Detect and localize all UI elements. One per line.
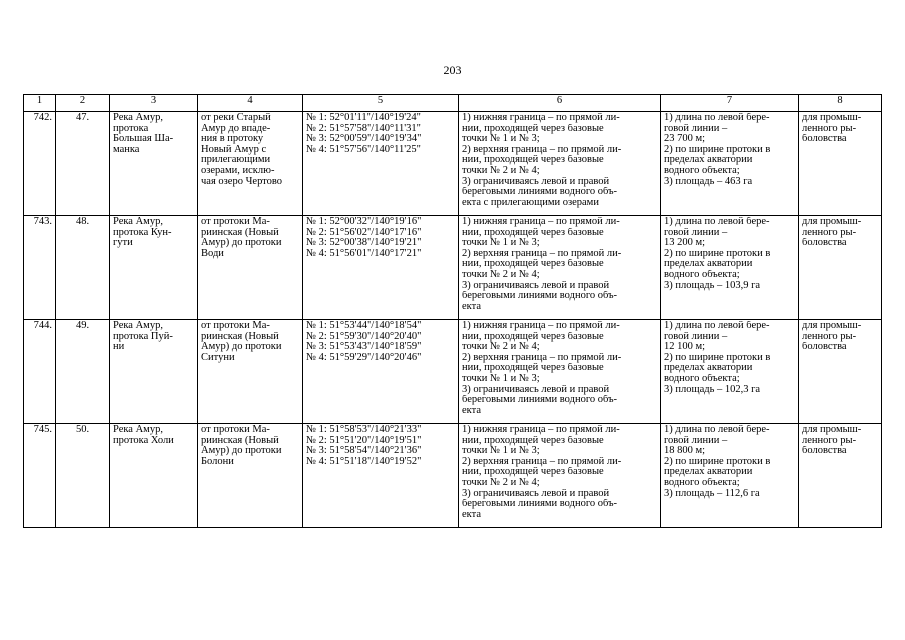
cell-text-line: для промыш- — [802, 321, 862, 331]
fishery-areas-table — [23, 94, 882, 528]
cell-text-line: № 2: 51°57'58"/140°11'31" — [306, 123, 421, 134]
cell-text-line: 2) по ширине протоки в — [664, 144, 771, 155]
cell-text-line: 3) ограничиваясь левой и правой — [462, 176, 610, 187]
water-body-name — [110, 216, 198, 320]
row-number-cell: 742. — [24, 112, 56, 216]
cell-text-line: точки № 2 и № 4; — [462, 269, 540, 280]
cell-text-line: нии, проходящей через базовые — [462, 123, 604, 134]
cell-text-line: ленного ры- — [802, 227, 857, 238]
area-bounds — [198, 112, 303, 216]
cell-text-line: от протоки Ма- — [201, 321, 270, 331]
cell-text-line: протока — [113, 123, 149, 134]
cell-text-line: 3) площадь – 463 га — [664, 176, 753, 187]
cell-text-line: говой линии – — [664, 331, 728, 342]
cell-text-line: 2) верхняя граница – по прямой ли- — [462, 456, 622, 467]
cell-text-line: боловства — [802, 134, 847, 145]
area-size — [661, 424, 799, 528]
area-size — [661, 112, 799, 216]
boundary-description — [459, 320, 661, 424]
cell-text-line: говой линии – — [664, 123, 728, 134]
cell-text-line: точки № 2 и № 4; — [462, 477, 540, 488]
column-header: 2 — [56, 95, 110, 112]
cell-text-line: Новый Амур с — [201, 144, 267, 155]
area-bounds — [198, 320, 303, 424]
cell-text-line: 13 200 м; — [664, 238, 706, 249]
column-header: 3 — [110, 95, 198, 112]
cell-text-line: пределах акватории — [664, 363, 753, 374]
area-bounds — [198, 216, 303, 320]
cell-text-line: 18 800 м; — [664, 446, 706, 457]
cell-text-line: 2) верхняя граница – по прямой ли- — [462, 248, 622, 259]
cell-text-line: 1) нижняя граница – по прямой ли- — [462, 321, 620, 331]
cell-text-line: Амур) до протоки — [201, 446, 282, 457]
cell-text-line: № 2: 51°51'20"/140°19'51" — [306, 435, 422, 446]
cell-text-line: протока Пуй- — [113, 331, 173, 342]
cell-text-line: береговыми линиями водного объ- — [462, 187, 618, 198]
column-header: 1 — [24, 95, 56, 112]
cell-text-line: озерами, исклю- — [201, 165, 275, 176]
base-point-coords — [303, 424, 459, 528]
cell-text-line: говой линии – — [664, 435, 728, 446]
cell-text-line: точки № 1 и № 3; — [462, 373, 540, 384]
cell-text-line: 12 100 м; — [664, 342, 706, 353]
cell-text-line: пределах акватории — [664, 259, 753, 270]
cell-text-line: екта с прилегающими озерами — [462, 197, 599, 208]
cell-text-line: Амур) до протоки — [201, 342, 282, 353]
cell-text-line: протока Холи — [113, 435, 174, 446]
cell-text-line: 3) площадь – 102,3 га — [664, 384, 761, 395]
cell-text-line: пределах акватории — [664, 467, 753, 478]
column-header: 8 — [799, 95, 882, 112]
cell-text-line: Ситуни — [201, 352, 235, 363]
column-number-row — [24, 95, 882, 112]
water-body-name — [110, 320, 198, 424]
boundary-description — [459, 424, 661, 528]
cell-text-line: водного объекта; — [664, 165, 740, 176]
cell-text-line: № 4: 51°51'18"/140°19'52" — [306, 456, 422, 467]
column-header: 4 — [198, 95, 303, 112]
cell-text-line: № 1: 52°00'32"/140°19'16" — [306, 217, 422, 227]
table-body — [24, 112, 882, 528]
table-row — [24, 320, 882, 424]
cell-text-line: ленного ры- — [802, 331, 857, 342]
cell-text-line: от реки Старый — [201, 113, 271, 123]
usage-purpose — [799, 320, 882, 424]
cell-text-line: ни — [113, 342, 125, 353]
base-point-coords — [303, 216, 459, 320]
cell-text-line: 1) длина по левой бере- — [664, 321, 770, 331]
cell-text-line: гути — [113, 238, 133, 249]
cell-text-line: екта — [462, 301, 482, 312]
cell-text-line: 1) длина по левой бере- — [664, 113, 770, 123]
row-number-cell: 745. — [24, 424, 56, 528]
row-number-cell: 744. — [24, 320, 56, 424]
cell-text-line: пределах акватории — [664, 155, 753, 166]
local-number-cell: 48. — [56, 216, 110, 320]
cell-text-line: ния в протоку — [201, 134, 264, 145]
cell-text-line: Болони — [201, 456, 234, 467]
cell-text-line: точки № 1 и № 3; — [462, 238, 540, 249]
cell-text-line: 3) ограничиваясь левой и правой — [462, 488, 610, 499]
cell-text-line: 2) по ширине протоки в — [664, 352, 771, 363]
cell-text-line: 2) верхняя граница – по прямой ли- — [462, 144, 622, 155]
cell-text-line: боловства — [802, 238, 847, 249]
cell-text-line: ленного ры- — [802, 435, 857, 446]
column-header: 7 — [661, 95, 799, 112]
cell-text-line: 2) по ширине протоки в — [664, 456, 771, 467]
cell-text-line: 1) нижняя граница – по прямой ли- — [462, 113, 620, 123]
cell-text-line: боловства — [802, 446, 847, 457]
cell-text-line: береговыми линиями водного объ- — [462, 499, 618, 510]
cell-text-line: Река Амур, — [113, 113, 163, 123]
cell-text-line: Большая Ша- — [113, 134, 174, 145]
cell-text-line: Амур до впаде- — [201, 123, 271, 134]
cell-text-line: ленного ры- — [802, 123, 857, 134]
cell-text-line: № 3: 51°53'43"/140°18'59" — [306, 342, 422, 353]
cell-text-line: водного объекта; — [664, 373, 740, 384]
cell-text-line: 1) нижняя граница – по прямой ли- — [462, 425, 620, 435]
cell-text-line: № 4: 51°59'29"/140°20'46" — [306, 352, 422, 363]
cell-text-line: боловства — [802, 342, 847, 353]
cell-text-line: Река Амур, — [113, 425, 163, 435]
cell-text-line: риинская (Новый — [201, 227, 279, 238]
local-number-cell: 49. — [56, 320, 110, 424]
cell-text-line: от протоки Ма- — [201, 217, 270, 227]
cell-text-line: от протоки Ма- — [201, 425, 270, 435]
cell-text-line: 1) длина по левой бере- — [664, 425, 770, 435]
cell-text-line: говой линии – — [664, 227, 728, 238]
cell-text-line: риинская (Новый — [201, 435, 279, 446]
cell-text-line: манка — [113, 144, 140, 155]
cell-text-line: № 1: 51°53'44"/140°18'54" — [306, 321, 422, 331]
local-number-cell: 50. — [56, 424, 110, 528]
cell-text-line: № 3: 52°00'59"/140°19'34" — [306, 134, 422, 145]
cell-text-line: нии, проходящей через базовые — [462, 435, 604, 446]
base-point-coords — [303, 320, 459, 424]
cell-text-line: точки № 2 и № 4; — [462, 342, 540, 353]
cell-text-line: 1) нижняя граница – по прямой ли- — [462, 217, 620, 227]
area-bounds — [198, 424, 303, 528]
cell-text-line: чая озеро Чертово — [201, 176, 283, 187]
cell-text-line: № 4: 51°56'01"/140°17'21" — [306, 248, 422, 259]
table-row — [24, 424, 882, 528]
cell-text-line: 3) площадь – 112,6 га — [664, 488, 760, 499]
cell-text-line: 1) длина по левой бере- — [664, 217, 770, 227]
local-number-cell: 47. — [56, 112, 110, 216]
cell-text-line: нии, проходящей через базовые — [462, 227, 604, 238]
cell-text-line: № 2: 51°56'02"/140°17'16" — [306, 227, 422, 238]
usage-purpose — [799, 112, 882, 216]
cell-text-line: прилегающими — [201, 155, 271, 166]
cell-text-line: точки № 1 и № 3; — [462, 134, 540, 145]
page-number: 203 — [443, 63, 462, 77]
boundary-description — [459, 112, 661, 216]
usage-purpose — [799, 424, 882, 528]
cell-text-line: нии, проходящей через базовые — [462, 363, 604, 374]
cell-text-line: береговыми линиями водного объ- — [462, 395, 618, 406]
cell-text-line: точки № 2 и № 4; — [462, 165, 540, 176]
cell-text-line: 23 700 м; — [664, 134, 706, 145]
cell-text-line: № 3: 51°58'54"/140°21'36" — [306, 446, 422, 457]
cell-text-line: нии, проходящей через базовые — [462, 467, 604, 478]
area-size — [661, 216, 799, 320]
cell-text-line: 3) ограничиваясь левой и правой — [462, 384, 610, 395]
cell-text-line: протока Кун- — [113, 227, 172, 238]
cell-text-line: 3) площадь – 103,9 га — [664, 280, 761, 291]
cell-text-line: Река Амур, — [113, 217, 163, 227]
cell-text-line: береговыми линиями водного объ- — [462, 291, 618, 302]
cell-text-line: екта — [462, 509, 482, 520]
cell-text-line: для промыш- — [802, 425, 862, 435]
cell-text-line: № 2: 51°59'30"/140°20'40" — [306, 331, 422, 342]
cell-text-line: № 1: 52°01'11"/140°19'24" — [306, 113, 421, 123]
cell-text-line: 3) ограничиваясь левой и правой — [462, 280, 610, 291]
cell-text-line: риинская (Новый — [201, 331, 279, 342]
cell-text-line: водного объекта; — [664, 269, 740, 280]
column-header: 6 — [459, 95, 661, 112]
usage-purpose — [799, 216, 882, 320]
table-row — [24, 112, 882, 216]
cell-text-line: Води — [201, 248, 224, 259]
cell-text-line: № 3: 52°00'38"/140°19'21" — [306, 238, 422, 249]
cell-text-line: для промыш- — [802, 113, 862, 123]
water-body-name — [110, 112, 198, 216]
cell-text-line: нии, проходящей через базовые — [462, 155, 604, 166]
cell-text-line: для промыш- — [802, 217, 862, 227]
cell-text-line: № 1: 51°58'53"/140°21'33" — [306, 425, 422, 435]
cell-text-line: нии, проходящей через базовые — [462, 331, 604, 342]
cell-text-line: 2) верхняя граница – по прямой ли- — [462, 352, 622, 363]
cell-text-line: водного объекта; — [664, 477, 740, 488]
cell-text-line: № 4: 51°57'56"/140°11'25" — [306, 144, 421, 155]
boundary-description — [459, 216, 661, 320]
table-row — [24, 216, 882, 320]
base-point-coords — [303, 112, 459, 216]
column-header: 5 — [303, 95, 459, 112]
water-body-name — [110, 424, 198, 528]
cell-text-line: екта — [462, 405, 482, 416]
cell-text-line: 2) по ширине протоки в — [664, 248, 771, 259]
cell-text-line: Амур) до протоки — [201, 238, 282, 249]
cell-text-line: Река Амур, — [113, 321, 163, 331]
cell-text-line: точки № 1 и № 3; — [462, 446, 540, 457]
row-number-cell: 743. — [24, 216, 56, 320]
area-size — [661, 320, 799, 424]
cell-text-line: нии, проходящей через базовые — [462, 259, 604, 270]
